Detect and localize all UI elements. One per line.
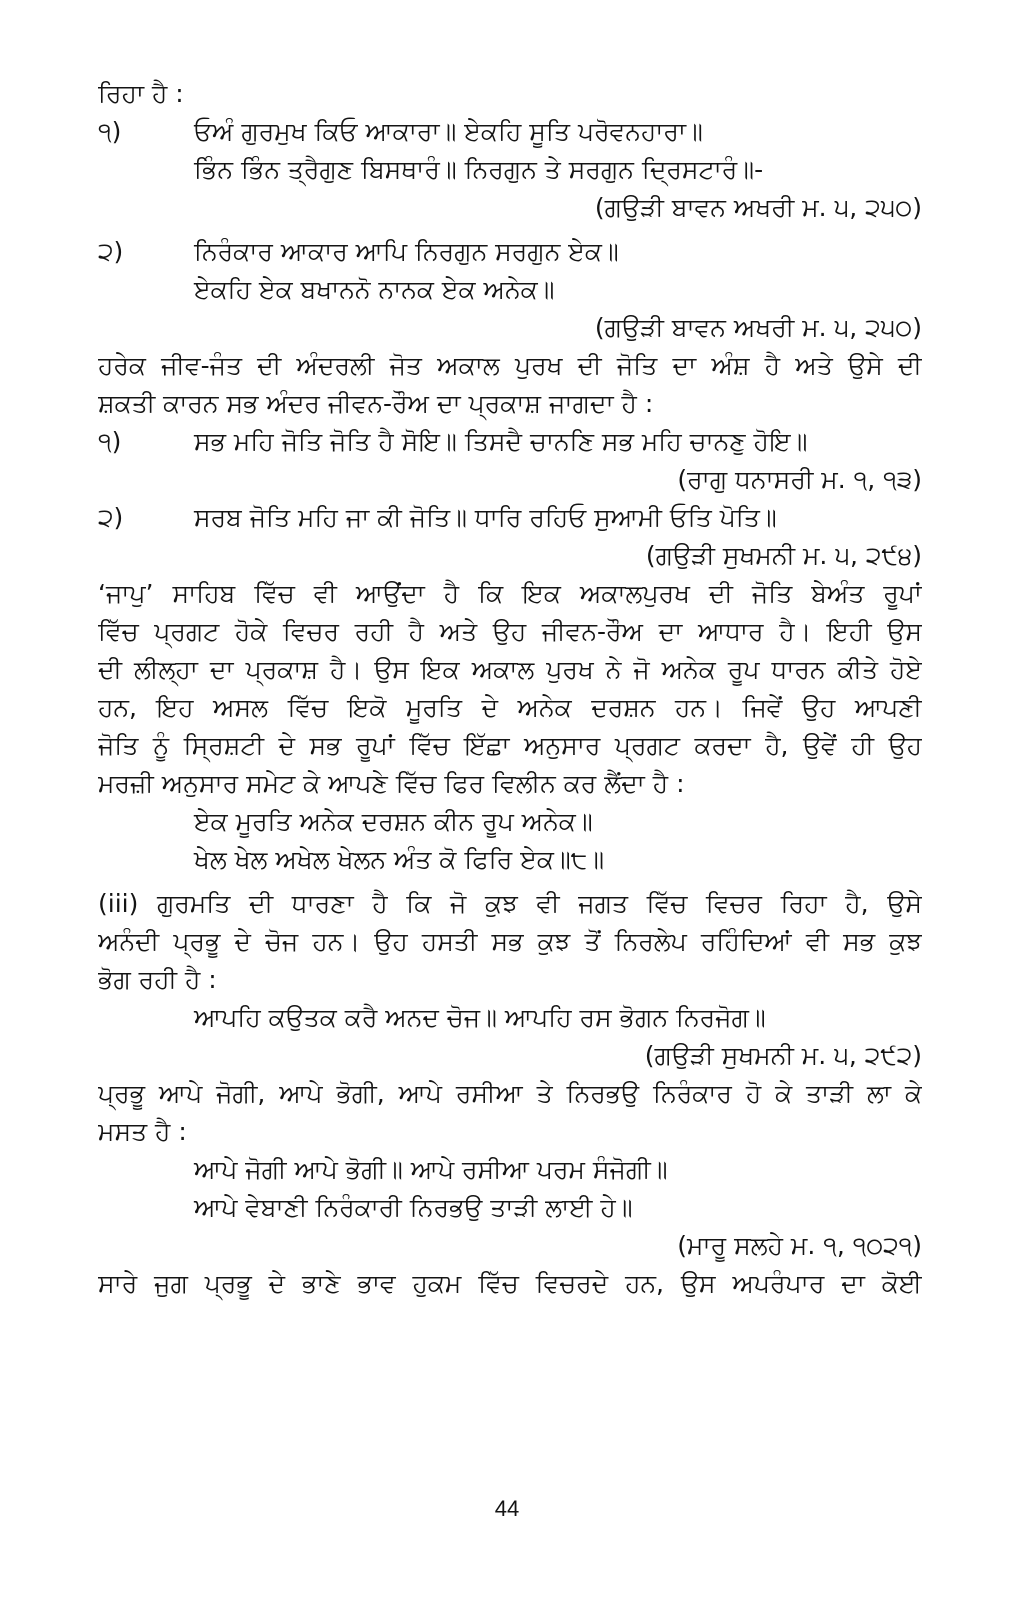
quote-1-line-2: ਭਿੰਨ ਭਿੰਨ ਤ੍ਰੈਗੁਣ ਬਿਸਥਾਰੰ॥ ਨਿਰਗੁਨ ਤੇ ਸਰਗੁਨ ਦ੍ਰਿਸਟਾਰੰ॥- xyxy=(194,155,764,184)
paragraph-2-line: ‘ਜਾਪੁ’ ਸਾਹਿਬ ਵਿੱਚ ਵੀ ਆਉਂਦਾ ਹੈ ਕਿ ਇਕ ਅਕਾਲਪੁਰਖ ਦੀ ਜੋਤਿ ਬੇਅੰਤ ਰੂਪਾਂ xyxy=(98,579,922,608)
quote-4-line-1 xyxy=(98,499,922,537)
paragraph-1-line: ਹਰੇਕ ਜੀਵ-ਜੰਤ ਦੀ ਅੰਦਰਲੀ ਜੋਤ ਅਕਾਲ ਪੁਰਖ ਦੀ ਜੋਤਿ ਦਾ ਅੰਸ਼ ਹੈ ਅਤੇ ਉਸੇ ਦੀ xyxy=(98,351,922,380)
quote-2-line-2: ਏਕਹਿ ਏਕ ਬਖਾਨਨੋ ਨਾਨਕ ਏਕ ਅਨੇਕ॥ xyxy=(194,275,555,304)
quote-4-citation: (ਗਉੜੀ ਸੁਖਮਨੀ ਮ. ੫, ੨੯੪) xyxy=(645,541,922,570)
paragraph-4-line: ਮਸਤ ਹੈ : xyxy=(98,1117,187,1146)
quote-7-line-1: ਆਪੇ ਜੋਗੀ ਆਪੇ ਭੋਗੀ॥ ਆਪੇ ਰਸੀਆ ਪਰਮ ਸੰਜੋਗੀ॥ xyxy=(194,1155,668,1184)
quote-6-citation: (ਗਉੜੀ ਸੁਖਮਨੀ ਮ. ੫, ੨੯੨) xyxy=(644,1041,922,1070)
quote-1-citation: (ਗਉੜੀ ਬਾਵਨ ਅਖਰੀ ਮ. ੫, ੨੫੦) xyxy=(594,193,922,222)
quote-number: ੧) xyxy=(98,427,122,456)
quote-number: ੨) xyxy=(98,503,124,532)
quote-number: ੧) xyxy=(98,117,122,146)
quote-number: ੨) xyxy=(98,237,124,266)
quote-5-line-1: ਏਕ ਮੂਰਤਿ ਅਨੇਕ ਦਰਸ਼ਨ ਕੀਨ ਰੂਪ ਅਨੇਕ॥ xyxy=(194,807,593,836)
quote-1-line-1 xyxy=(98,113,922,151)
quote-6-line-1: ਆਪਹਿ ਕਉਤਕ ਕਰੈ ਅਨਦ ਚੋਜ॥ ਆਪਹਿ ਰਸ ਭੋਗਨ ਨਿਰਜੋਗ॥ xyxy=(194,1003,766,1032)
verse-text: ਓਅੰ ਗੁਰਮੁਖ ਕਿਓ ਆਕਾਰਾ॥ ਏਕਹਿ ਸੂਤਿ ਪਰੋਵਨਹਾਰਾ॥ xyxy=(194,117,703,146)
verse-text: ਸਭ ਮਹਿ ਜੋਤਿ ਜੋਤਿ ਹੈ ਸੋਇ॥ ਤਿਸਦੈ ਚਾਨਣਿ ਸਭ ਮਹਿ ਚਾਨਣੁ ਹੋਇ॥ xyxy=(194,427,808,456)
quote-7-citation: (ਮਾਰੂ ਸਲਹੇ ਮ. ੧, ੧੦੨੧) xyxy=(677,1231,922,1260)
page-number: 44 xyxy=(494,1496,520,1521)
intro-tail: ਰਿਹਾ ਹੈ : xyxy=(98,79,184,108)
paragraph-3-line: ਅਨੰਦੀ ਪ੍ਰਭੂ ਦੇ ਚੋਜ ਹਨ। ਉਹ ਹਸਤੀ ਸਭ ਕੁਝ ਤੋਂ ਨਿਰਲੇਪ ਰਹਿੰਦਿਆਂ ਵੀ ਸਭ ਕੁਝ xyxy=(98,927,922,956)
quote-2-line-1 xyxy=(98,233,922,271)
paragraph-1-line: ਸ਼ਕਤੀ ਕਾਰਨ ਸਭ ਅੰਦਰ ਜੀਵਨ-ਰੌਅ ਦਾ ਪ੍ਰਕਾਸ਼ ਜਾਗਦਾ ਹੈ : xyxy=(98,389,654,418)
paragraph-3-line: (iii) ਗੁਰਮਤਿ ਦੀ ਧਾਰਣਾ ਹੈ ਕਿ ਜੋ ਕੁਝ ਵੀ ਜਗਤ ਵਿੱਚ ਵਿਚਰ ਰਿਹਾ ਹੈ, ਉਸੇ xyxy=(98,889,922,918)
paragraph-3-line: ਭੋਗ ਰਹੀ ਹੈ : xyxy=(98,965,217,994)
paragraph-2-line: ਜੋਤਿ ਨੂੰ ਸ੍ਰਿਸ਼ਟੀ ਦੇ ਸਭ ਰੂਪਾਂ ਵਿੱਚ ਇੱਛਾ ਅਨੁਸਾਰ ਪ੍ਰਗਟ ਕਰਦਾ ਹੈ, ਉਵੇਂ ਹੀ ਉਹ xyxy=(98,731,922,760)
verse-text: ਨਿਰੰਕਾਰ ਆਕਾਰ ਆਪਿ ਨਿਰਗੁਨ ਸਰਗੁਨ ਏਕ॥ xyxy=(194,237,619,266)
paragraph-5-line: ਸਾਰੇ ਜੁਗ ਪ੍ਰਭੂ ਦੇ ਭਾਣੇ ਭਾਵ ਹੁਕਮ ਵਿੱਚ ਵਿਚਰਦੇ ਹਨ, ਉਸ ਅਪਰੰਪਾਰ ਦਾ ਕੋਈ xyxy=(98,1269,922,1298)
quote-3-line-1 xyxy=(98,423,922,461)
verse-text: ਸਰਬ ਜੋਤਿ ਮਹਿ ਜਾ ਕੀ ਜੋਤਿ॥ ਧਾਰਿ ਰਹਿਓ ਸੁਆਮੀ ਓਤਿ ਪੋਤਿ॥ xyxy=(194,503,777,532)
quote-7-line-2: ਆਪੇ ਵੇਬਾਣੀ ਨਿਰੰਕਾਰੀ ਨਿਰਭਉ ਤਾੜੀ ਲਾਈ ਹੇ॥ xyxy=(194,1193,633,1222)
paragraph-2-line: ਮਰਜ਼ੀ ਅਨੁਸਾਰ ਸਮੇਟ ਕੇ ਆਪਣੇ ਵਿੱਚ ਫਿਰ ਵਿਲੀਨ ਕਰ ਲੈਂਦਾ ਹੈ : xyxy=(98,769,685,798)
paragraph-2-line: ਵਿੱਚ ਪ੍ਰਗਟ ਹੋਕੇ ਵਿਚਰ ਰਹੀ ਹੈ ਅਤੇ ਉਹ ਜੀਵਨ-ਰੌਅ ਦਾ ਆਧਾਰ ਹੈ। ਇਹੀ ਉਸ xyxy=(98,617,922,646)
quote-2-citation: (ਗਉੜੀ ਬਾਵਨ ਅਖਰੀ ਮ. ੫, ੨੫੦) xyxy=(594,313,922,342)
quote-3-citation: (ਰਾਗੁ ਧਨਾਸਰੀ ਮ. ੧, ੧੩) xyxy=(677,465,922,494)
paragraph-2-line: ਦੀ ਲੀਲ੍ਹਾ ਦਾ ਪ੍ਰਕਾਸ਼ ਹੈ। ਉਸ ਇਕ ਅਕਾਲ ਪੁਰਖ ਨੇ ਜੋ ਅਨੇਕ ਰੂਪ ਧਾਰਨ ਕੀਤੇ ਹੋਏ xyxy=(98,655,922,684)
quote-5-line-2: ਖੇਲ ਖੇਲ ਅਖੇਲ ਖੇਲਨ ਅੰਤ ਕੋ ਫਿਰਿ ਏਕ॥੮॥ xyxy=(194,845,605,874)
paragraph-2-line: ਹਨ, ਇਹ ਅਸਲ ਵਿੱਚ ਇਕੋ ਮੂਰਤਿ ਦੇ ਅਨੇਕ ਦਰਸ਼ਨ ਹਨ। ਜਿਵੇਂ ਉਹ ਆਪਣੀ xyxy=(98,693,922,722)
paragraph-4-line: ਪ੍ਰਭੂ ਆਪੇ ਜੋਗੀ, ਆਪੇ ਭੋਗੀ, ਆਪੇ ਰਸੀਆ ਤੇ ਨਿਰਭਉ ਨਿਰੰਕਾਰ ਹੋ ਕੇ ਤਾੜੀ ਲਾ ਕੇ xyxy=(98,1079,922,1108)
